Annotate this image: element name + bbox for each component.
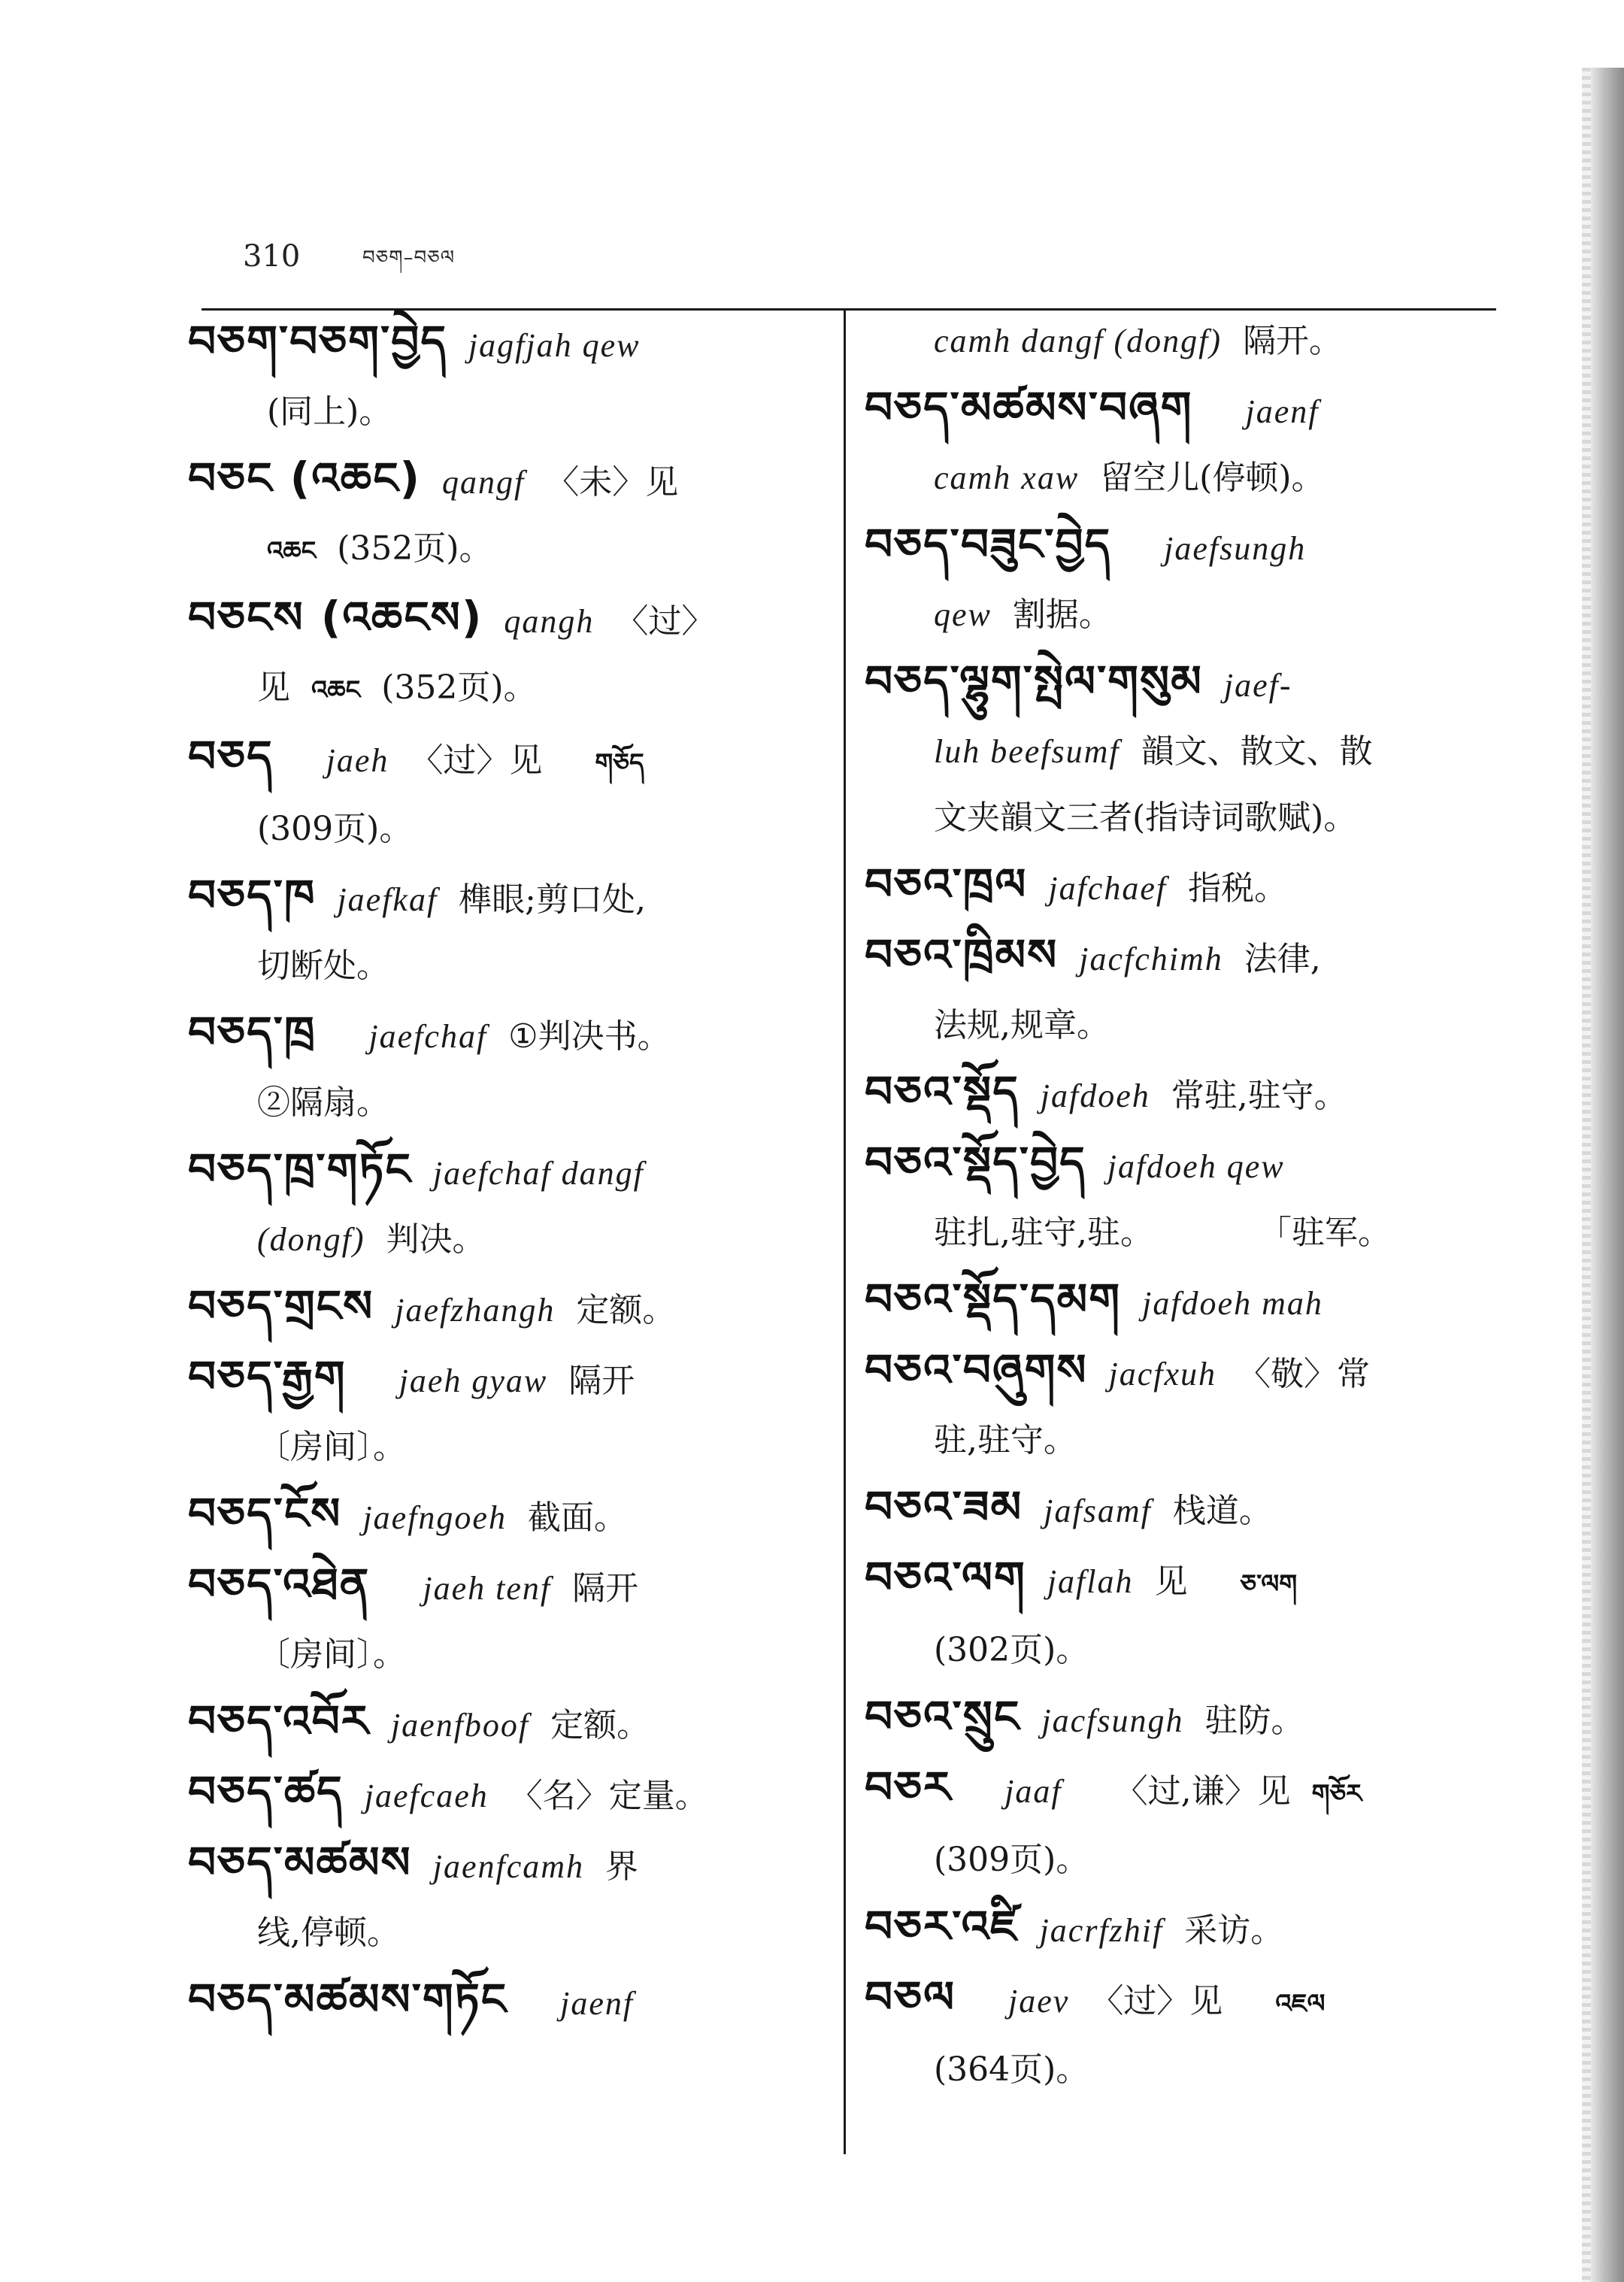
dictionary-entry [188,445,812,584]
dictionary-entry [188,1759,812,1829]
dictionary-entry [188,1480,812,1551]
dictionary-entry [188,1551,812,1688]
page-reference: (309页)。 [257,810,413,848]
page-reference: (364页)。 [934,2050,1089,2089]
definition: 〔房间〕。 [257,1428,406,1466]
dictionary-entry [865,1544,1496,1683]
definition: 隔开。 [1243,322,1343,360]
definition: 韻文、散文、散 [1141,732,1373,771]
right-column [865,308,1496,2103]
dictionary-entry [865,922,1496,1059]
definition: 〈名〉定量。 [509,1777,708,1815]
romanization: jacfsungh [1041,1702,1184,1739]
page-binding-edge [1591,68,1624,2282]
romanization: jacfxuh [1108,1356,1217,1393]
tibetan-headword: བཅའ་སྡོད་དམག [865,1274,1122,1325]
tibetan-headword: བཅའ་སྡོད་བྱེད [865,1137,1086,1188]
definition: 定额。 [576,1291,676,1329]
romanization: (dongf) [257,1221,365,1258]
tibetan-headword: བཅད་ཁ [188,870,317,921]
romanization: luh beefsumf [934,733,1120,770]
page-reference: (309页)。 [934,1841,1089,1879]
page-reference: (352页)。 [381,668,537,707]
definition: 〈过〉见 [1090,1982,1223,2020]
romanization: jafsamf [1044,1493,1152,1529]
romanization: qew [934,596,992,633]
dictionary-entry [188,862,812,999]
dictionary-entry [865,374,1496,511]
column-divider [844,308,846,2154]
running-head: བཅག–བཅལ [362,247,456,269]
dictionary-entry [188,1344,812,1480]
dictionary-entry [865,648,1496,851]
definition: 线,停顿。 [257,1914,400,1952]
dictionary-entry [188,584,812,723]
tibetan-headword: བཅད་ལྷུག་སྤེལ་གསུམ [865,656,1203,707]
definition: 判决。 [386,1220,486,1259]
definition: 栈道。 [1172,1492,1272,1530]
definition: 常驻,驻守。 [1171,1077,1347,1115]
romanization: jafdoeh qew [1107,1148,1285,1185]
definition: 定额。 [550,1706,650,1744]
definition: 〈敬〉常 [1238,1355,1371,1393]
dictionary-entry-continuation [865,308,1496,374]
romanization: jaefchaf [368,1018,488,1055]
cross-reference-word: འཆང [311,675,361,705]
tibetan-headword: བཅད་ཁྲ [188,1007,317,1058]
romanization: jaflah [1047,1563,1134,1600]
tibetan-headword: བཅག་བཅག་བྱེད [188,316,447,367]
page-number: 310 [243,239,301,274]
romanization: jaefcaeh [364,1777,489,1814]
tibetan-headword: བཅང (འཆང) [188,453,422,504]
dictionary-entry [865,1754,1496,1893]
page-header [0,239,1496,284]
romanization: jaenf [1245,393,1320,430]
definition: ②隔扇。 [257,1083,389,1122]
romanization: jaaf [1004,1773,1062,1810]
definition: 〔房间〕。 [257,1635,406,1674]
dictionary-entry [865,1059,1496,1129]
page-reference: (352页)。 [337,529,492,568]
romanization: camh xaw [934,459,1080,496]
definition: 驻防。 [1204,1702,1304,1740]
cross-reference-word: ཅ་ལག [1240,1569,1298,1599]
cross-reference-word: གཅོད [595,748,644,778]
definition: 法规,规章。 [934,1006,1110,1044]
definition: 切断处。 [257,947,389,985]
definition: 榫眼;剪口处, [459,880,646,919]
romanization: jaef- [1223,667,1292,704]
definition: 留空儿(停顿)。 [1100,459,1325,497]
dictionary-entry [865,851,1496,922]
page-reference: (302页)。 [934,1631,1089,1669]
tibetan-headword: བཅའ་ལག [865,1552,1026,1603]
romanization: jaenf [560,1985,635,2022]
definition: 割据。 [1012,596,1112,634]
definition: 指税。 [1188,869,1288,908]
definition: 〈过,谦〉见 [1114,1772,1291,1811]
definition-continuation-bracket: 「驻军。 [1258,1214,1391,1252]
romanization: jafdoeh [1040,1077,1150,1114]
romanization: qangf [442,464,526,501]
dictionary-entry [865,1964,1496,2103]
cross-reference-word: འཆང [267,536,317,566]
definition: 〈过〉见 [410,741,543,780]
dictionary-entry [865,1683,1496,1754]
definition: 隔开 [568,1362,635,1400]
definition: 〈未〉见 [546,463,679,502]
definition: 驻扎,驻守,驻。 [934,1214,1153,1252]
dictionary-entry [188,1829,812,1966]
tibetan-headword: བཅངས (འཆངས) [188,592,483,643]
romanization: jafdoeh mah [1142,1285,1323,1322]
tibetan-headword: བཅར [865,1762,953,1813]
dictionary-entry [188,723,812,862]
dictionary-entry [188,1966,812,2037]
romanization: jagfjah qew [468,327,641,364]
tibetan-headword: བཅད་མཚམས་བཞག [865,382,1193,433]
romanization: jaev [1008,1983,1070,2020]
left-column [188,308,812,2037]
definition: 见 [257,668,290,707]
tibetan-headword: བཅའ་ཁྲལ [865,859,1028,910]
romanization: jaefchaf dangf [432,1155,644,1192]
definition: 法律, [1244,940,1321,978]
tibetan-headword: བཅད་གྲངས [188,1280,374,1332]
definition: 隔开 [572,1569,639,1608]
tibetan-headword: བཅད [188,731,274,782]
tibetan-headword: བཅའ་སྡོད [865,1066,1020,1117]
dictionary-entry [865,1474,1496,1544]
dictionary-entry [188,1273,812,1344]
page-binding-shadow [1582,68,1591,2282]
tibetan-headword: བཅད་འབོར [188,1696,370,1747]
tibetan-headword: བཅད་མཚམས་གཏོང [188,1974,508,2025]
romanization: jaeh gyaw [398,1362,548,1399]
tibetan-headword: བཅད་མཚམས [188,1837,412,1888]
definition: 界 [605,1847,639,1886]
tibetan-headword: བཅའ་ཁྲིམས [865,929,1059,980]
tibetan-headword: བཅད་ཚད [188,1766,344,1817]
cross-reference-word: འཇལ [1275,1989,1326,2019]
dictionary-entry [865,1266,1496,1337]
romanization: jacfchimh [1079,941,1223,977]
romanization: jaeh [326,742,389,779]
definition: 截面。 [527,1499,627,1537]
romanization: qangh [504,603,595,640]
cross-reference-word: གཅོར [1311,1779,1362,1809]
romanization: jaefngoeh [362,1499,507,1536]
dictionary-entry [188,308,812,445]
definition: ①判决书。 [508,1017,671,1056]
dictionary-entry [188,1136,812,1273]
romanization: jaenfcamh [432,1848,585,1885]
dictionary-entry [188,1688,812,1759]
definition: 文夹韻文三者(指诗词歌赋)。 [934,799,1357,837]
tibetan-headword: བཅའ་སྲུང [865,1691,1021,1742]
definition: 采访。 [1184,1911,1284,1950]
tibetan-headword: བཅད་རྒྱག [188,1351,347,1402]
tibetan-headword: བཅད་ཁྲ་གཏོང [188,1144,412,1195]
romanization: jaefkaf [337,881,438,918]
definition: 见 [1154,1562,1188,1601]
tibetan-headword: བཅད་བཟུང་བྱེད [865,519,1112,570]
tibetan-headword: བཅའ་བཞུགས [865,1344,1088,1396]
romanization: jaefzhangh [395,1292,556,1329]
romanization: jaefsungh [1164,530,1307,567]
romanization: jaenfboof [390,1707,530,1744]
romanization: jacrfzhif [1039,1912,1164,1949]
romanization: jafchaef [1048,870,1168,907]
dictionary-entry [865,1893,1496,1964]
dictionary-entry [188,999,812,1136]
definition: (同上)。 [267,392,392,431]
tibetan-headword: བཅའ་ཟམ [865,1481,1023,1532]
tibetan-headword: བཅལ [865,1971,956,2023]
definition: 驻,驻守。 [934,1421,1077,1459]
dictionary-entry [865,511,1496,648]
tibetan-headword: བཅར་འཛི [865,1901,1019,1952]
dictionary-entry [865,1337,1496,1474]
definition: 〈过〉 [615,602,715,641]
tibetan-headword: བཅད་འཐེན [188,1559,371,1610]
romanization: jaeh tenf [423,1570,552,1607]
romanization: camh dangf (dongf) [934,323,1223,359]
dictionary-entry [865,1129,1496,1266]
tibetan-headword: བཅད་ངོས [188,1488,342,1539]
